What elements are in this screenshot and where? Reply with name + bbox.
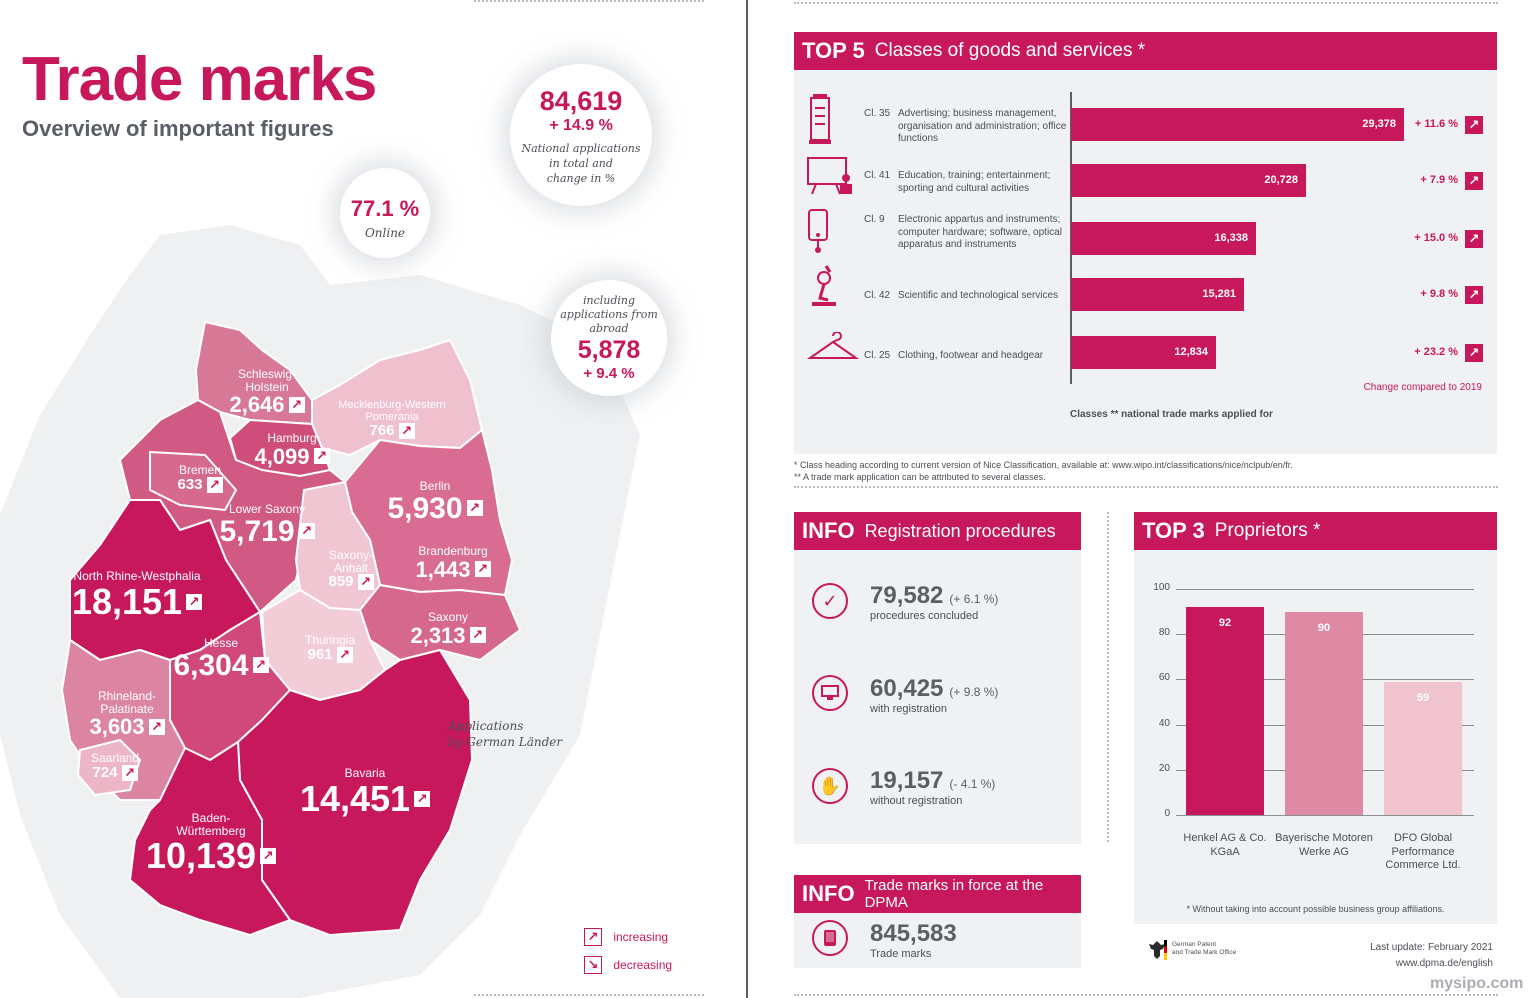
class-code: Cl. 35 <box>864 108 891 119</box>
proprietor-bar-value: 90 <box>1317 621 1331 634</box>
proprietor-name: DFO Global Performance Commerce Ltd. <box>1385 832 1461 871</box>
page-divider <box>746 0 748 998</box>
presentation-board-icon <box>806 156 854 201</box>
book-icon <box>812 920 848 956</box>
y-tick-label: 80 <box>1158 627 1170 639</box>
y-tick-label: 40 <box>1158 717 1170 729</box>
top5-axis-note: Classes ** national trade marks applied for <box>1070 409 1273 420</box>
state-berlin: Berlin 5,930 ↗ <box>380 480 490 524</box>
increase-arrow-icon: ↗ <box>399 423 415 439</box>
y-tick-label: 60 <box>1158 672 1170 684</box>
change-note: Change compared to 2019 <box>1363 382 1482 393</box>
proprietor-bar-value: 59 <box>1416 691 1430 704</box>
footnote-1: * Class heading according to current version of Nice Classification, available at: www.wipo.int/classifications/nice/nclpub/en/fr. <box>794 460 1293 470</box>
state-hesse: Hesse 6,304 ↗ <box>166 637 276 681</box>
proprietor-bar <box>1285 612 1363 815</box>
decrease-arrow-icon: ↘ <box>584 956 602 974</box>
increase-arrow-icon: ↗ <box>260 848 276 864</box>
footnote-2: ** A trade mark application can be attributed to several classes. <box>794 472 1046 482</box>
proprietor-bar <box>1384 682 1462 815</box>
class-description: Advertising; business management, organisation and administration; office functions <box>898 108 1067 144</box>
smartphone-icon <box>806 208 830 259</box>
class-description: Clothing, footwear and headgear <box>898 350 1044 361</box>
increase-arrow-icon: ↗ <box>475 561 491 577</box>
class-change: + 7.9 % <box>1420 174 1458 186</box>
class-bar-value: 12,834 <box>1174 346 1208 358</box>
state-baden-wuerttemberg: Baden-Württemberg 10,139 ↗ <box>136 812 286 875</box>
class-description: Electronic appartus and instruments; computer hardware; software, optical apparatus and instruments <box>898 214 1062 250</box>
class-change: + 23.2 % <box>1414 346 1458 358</box>
abroad-change: + 9.4 % <box>583 365 635 382</box>
national-caption: National applications <box>521 142 641 155</box>
trade-marks-in-force: 845,583 Trade marks <box>870 920 957 960</box>
online-circle <box>340 168 430 258</box>
top3-header: TOP 3 Proprietors * <box>1134 512 1497 550</box>
class-row <box>800 212 1490 264</box>
proprietor-bar-value: 92 <box>1218 617 1232 630</box>
national-change: + 14.9 % <box>549 117 613 134</box>
state-schleswig-holstein: Schleswig-Holstein 2,646 ↗ <box>222 368 312 416</box>
increase-arrow-icon: ↗ <box>149 719 165 735</box>
class-bar <box>1071 164 1306 197</box>
increase-arrow-icon: ↗ <box>122 765 138 781</box>
state-saarland: Saarland 724 ↗ <box>90 751 140 781</box>
clothes-hanger-icon <box>806 332 860 371</box>
info-force-header: INFO Trade marks in force at the DPMA <box>794 875 1081 913</box>
class-bar-value: 16,338 <box>1214 232 1248 244</box>
class-bar <box>1071 108 1404 141</box>
state-thuringia: Thuringia 961 ↗ <box>304 633 356 663</box>
hand-stop-icon: ✋ <box>812 768 848 804</box>
state-brandenburg: Brandenburg 1,443 ↗ <box>408 545 498 581</box>
class-row <box>800 270 1490 322</box>
class-bar-value: 29,378 <box>1362 118 1396 130</box>
increase-arrow-icon: ↗ <box>467 500 483 516</box>
class-bar <box>1071 336 1216 369</box>
class-row <box>800 100 1490 152</box>
class-bar <box>1071 222 1256 255</box>
abroad-value: 5,878 <box>577 336 641 364</box>
checkmark-icon: ✓ <box>812 583 848 619</box>
increase-arrow-icon: ↗ <box>1465 116 1483 134</box>
class-bar-value: 20,728 <box>1264 174 1298 186</box>
class-change: + 9.8 % <box>1420 288 1458 300</box>
proprietor-name: Bayerische Motoren Werke AG <box>1275 832 1373 858</box>
increase-arrow-icon: ↗ <box>207 477 223 493</box>
increase-arrow-icon: ↗ <box>470 627 486 643</box>
y-tick-label: 100 <box>1153 582 1170 593</box>
class-change: + 15.0 % <box>1414 232 1458 244</box>
footer-info <box>1300 940 1493 972</box>
microscope-icon <box>806 264 840 315</box>
map-caption: Applications by German Länder <box>448 719 563 749</box>
page-title: Trade marks <box>22 45 377 114</box>
watermark: mysipo.com <box>1430 975 1524 992</box>
increase-arrow-icon: ↗ <box>1465 344 1483 362</box>
state-rhineland-palatinate: Rhineland-Palatinate 3,603 ↗ <box>82 690 172 738</box>
increase-arrow-icon: ↗ <box>186 594 202 610</box>
state-lower-saxony: Lower Saxony 5,719 ↗ <box>212 503 322 547</box>
monitor-icon <box>812 675 848 711</box>
national-caption: change in % <box>546 172 616 185</box>
without-registration: 19,157 (- 4.1 %) without registration <box>870 767 996 807</box>
state-nrw: North Rhine-Westphalia 18,151 ↗ <box>71 569 201 622</box>
page-subtitle: Overview of important figures <box>22 116 334 141</box>
flag-bar <box>1164 940 1167 960</box>
abroad-caption: including <box>582 294 636 307</box>
state-saxony-anhalt: Saxony-Anhalt 859 ↗ <box>328 548 374 591</box>
legend-decreasing: ↘ decreasing <box>584 956 672 974</box>
increase-arrow-icon: ↗ <box>1465 172 1483 190</box>
increase-arrow-icon: ↗ <box>414 791 430 807</box>
increase-arrow-icon: ↗ <box>289 397 305 413</box>
national-applications-circle <box>510 64 652 206</box>
increase-arrow-icon: ↗ <box>337 647 353 663</box>
online-value: 77.1 % <box>350 196 420 221</box>
increase-arrow-icon: ↗ <box>314 448 330 464</box>
increase-arrow-icon: ↗ <box>1465 286 1483 304</box>
y-tick-label: 0 <box>1164 808 1170 819</box>
proprietor-bar <box>1186 607 1264 815</box>
national-caption: in total and <box>549 157 613 170</box>
class-row <box>800 156 1490 208</box>
state-hamburg: Hamburg 4,099 ↗ <box>242 432 342 468</box>
legend-increasing: ↗ increasing <box>584 928 668 946</box>
gridline <box>1176 815 1474 816</box>
class-bar-value: 15,281 <box>1202 288 1236 300</box>
increase-arrow-icon: ↗ <box>1465 230 1483 248</box>
increase-arrow-icon: ↗ <box>253 657 269 673</box>
website-link: www.dpma.de/english <box>1395 958 1493 969</box>
class-code: Cl. 9 <box>864 214 885 225</box>
class-row <box>800 328 1490 380</box>
class-code: Cl. 25 <box>864 350 891 361</box>
top3-note: * Without taking into account possible business group affiliations. <box>1186 904 1445 914</box>
increase-arrow-icon: ↗ <box>584 928 602 946</box>
increase-arrow-icon: ↗ <box>299 523 315 539</box>
last-update: Last update: February 2021 <box>1370 942 1493 953</box>
class-change: + 11.6 % <box>1414 118 1458 130</box>
y-tick-label: 20 <box>1158 762 1170 774</box>
state-bavaria: Bavaria 14,451 ↗ <box>290 767 440 817</box>
class-description: Education, training; entertainment; sporting and cultural activities <box>898 170 1051 194</box>
increase-arrow-icon: ↗ <box>358 574 374 590</box>
top5-header: TOP 5 Classes of goods and services * <box>794 32 1497 70</box>
class-bar <box>1071 278 1244 311</box>
class-description: Scientific and technological services <box>898 290 1059 301</box>
office-name: German Patent and Trade Mark Office <box>1172 941 1237 956</box>
class-code: Cl. 42 <box>864 290 891 301</box>
state-bremen: Bremen 633 ↗ <box>177 463 222 493</box>
info-registration-header: INFO Registration procedures <box>794 512 1081 550</box>
national-value: 84,619 <box>539 86 623 116</box>
advertising-column-icon <box>806 92 834 151</box>
state-mecklenburg: Mecklenburg-Western Pomerania 766 ↗ <box>338 399 446 440</box>
proprietor-name: Henkel AG & Co. KGaA <box>1183 832 1267 858</box>
procedures-concluded: 79,582 (+ 6.1 %) procedures concluded <box>870 582 999 622</box>
abroad-circle <box>551 280 667 396</box>
gridline <box>1176 589 1474 590</box>
state-saxony: Saxony 2,313 ↗ <box>398 611 498 647</box>
class-code: Cl. 41 <box>864 170 891 181</box>
with-registration: 60,425 (+ 9.8 %) with registration <box>870 675 999 715</box>
abroad-caption: abroad <box>589 322 629 335</box>
abroad-caption: applications from <box>560 308 658 321</box>
online-caption: Online <box>364 226 406 240</box>
